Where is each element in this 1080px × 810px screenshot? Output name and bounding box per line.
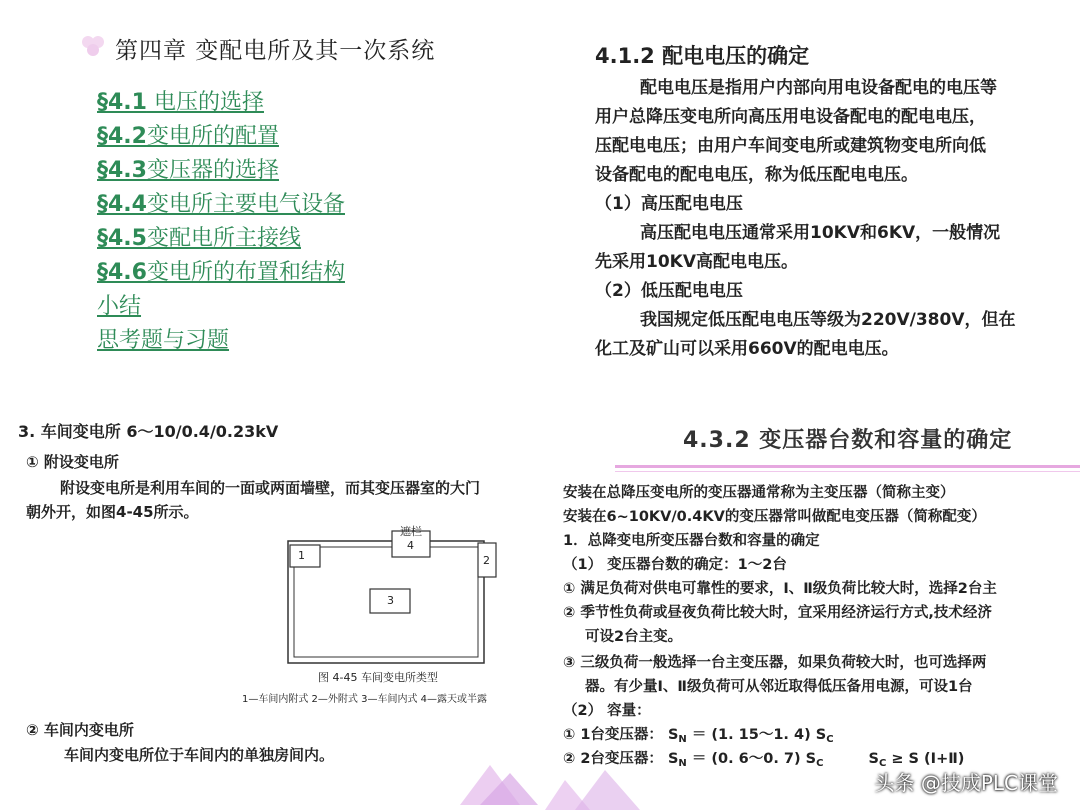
text-line: 可设2台主变。 [585,629,683,645]
text-line: 安装在总降压变电所的变压器通常称为主变压器（简称主变） [563,485,955,501]
box-label-4: 4 [407,539,414,552]
watermark: 头条 @技成PLC课堂 [874,771,1058,795]
toc-link-4-5[interactable]: §4.5变配电所主接线 [97,226,301,251]
toc-link-4-3[interactable]: §4.3变压器的选择 [97,158,279,183]
toc-link-exercises[interactable]: 思考题与习题 [97,328,230,353]
text-line: 安装在6~10KV/0.4KV的变压器常叫做配电变压器（简称配变） [563,509,986,525]
text-line: 先采用10KV高配电电压。 [595,252,798,272]
substation-figure [280,523,520,673]
toc-link-4-2[interactable]: §4.2变电所的配置 [97,124,279,149]
text-line: 压配电电压；由用户车间变电所或建筑物变电所向低 [595,136,986,156]
decor-divider [615,465,1080,468]
text-line: （1） 变压器台数的确定：1～2台 [563,557,787,573]
text-line: 附设变电所是利用车间的一面或两面墙壁，而其变压器室的大门 [60,479,481,497]
formula-line-2: ② 2台变压器： $S_N = (0$. 6～0. 7) $S_C$ $S_C \ge S$ (Ⅰ+Ⅱ) [563,751,965,769]
decor-divider [615,471,1080,472]
subheading: ① 附设变电所 [26,453,119,471]
text-line: 1．总降变电所变压器台数和容量的确定 [563,533,820,549]
toc-link-4-1[interactable]: §4.1 电压的选择 [97,90,264,115]
subheading: ② 车间内变电所 [26,721,134,739]
toc-link-summary[interactable]: 小结 [97,294,142,319]
panel-workshop-substation [0,405,540,810]
text-line: 用户总降压变电所向高压用电设备配电的配电电压， [595,107,986,127]
text-line: 器。有少量Ⅰ、Ⅱ级负荷可从邻近取得低压备用电源，可设1台 [585,679,973,695]
toc-list [97,86,345,358]
section-heading: 3. 车间变电所 6～10/0.4/0.23kV [18,422,279,441]
text-line: 我国规定低压配电电压等级为220V/380V，但在 [640,310,1016,330]
toc-link-4-6[interactable]: §4.6变电所的布置和结构 [97,260,345,285]
box-label-2: 2 [483,554,490,567]
text-line: （2）低压配电电压 [595,281,743,301]
section-heading: 4.3.2 变压器台数和容量的确定 [683,428,1013,453]
formula-line-1: ① 1台变压器： $S_N = (1$. 15～1. 4) $S_C$ [563,727,834,745]
text-line: ① 满足负荷对供电可靠性的要求，Ⅰ、Ⅱ级负荷比较大时，选择2台主 [563,581,997,597]
text-line: 朝外开，如图4-45所示。 [26,503,199,521]
text-line: ③ 三级负荷一般选择一台主变压器，如果负荷较大时，也可选择两 [563,655,987,671]
box-label-3: 3 [387,594,394,607]
text-line: （1）高压配电电压 [595,194,743,214]
text-line: （2） 容量： [563,703,651,719]
decor-ribbon-icon [450,755,540,810]
section-heading: 4.1.2 配电电压的确定 [595,44,810,68]
text-line: 车间内变电所位于车间内的单独房间内。 [64,746,335,764]
decor-ribbon-icon [545,750,665,810]
text-line: 化工及矿山可以采用660V的配电电压。 [595,339,899,359]
text-line: 设备配电的配电电压，称为低压配电电压。 [595,165,918,185]
text-line: 高压配电电压通常采用10KV和6KV，一般情况 [640,223,1001,243]
chapter-title: 第四章 变配电所及其一次系统 [115,38,436,64]
text-line: ② 季节性负荷或昼夜负荷比较大时，宜采用经济运行方式,技术经济 [563,605,992,621]
panel-chapter-toc [0,0,540,400]
panel-distribution-voltage [545,0,1080,400]
panel-transformer-capacity [545,405,1080,810]
flower-icon [80,34,106,58]
figure-legend: 1—车间内附式 2—外附式 3—车间内式 4—露天或半露 [242,694,487,705]
figure-caption: 图 4-45 车间变电所类型 [318,671,438,684]
toc-link-4-4[interactable]: §4.4变电所主要电气设备 [97,192,345,217]
box-label-1: 1 [298,549,305,562]
fence-label: 遮栏 [400,525,422,538]
text-line: 配电电压是指用户内部向用电设备配电的电压等 [640,78,997,98]
